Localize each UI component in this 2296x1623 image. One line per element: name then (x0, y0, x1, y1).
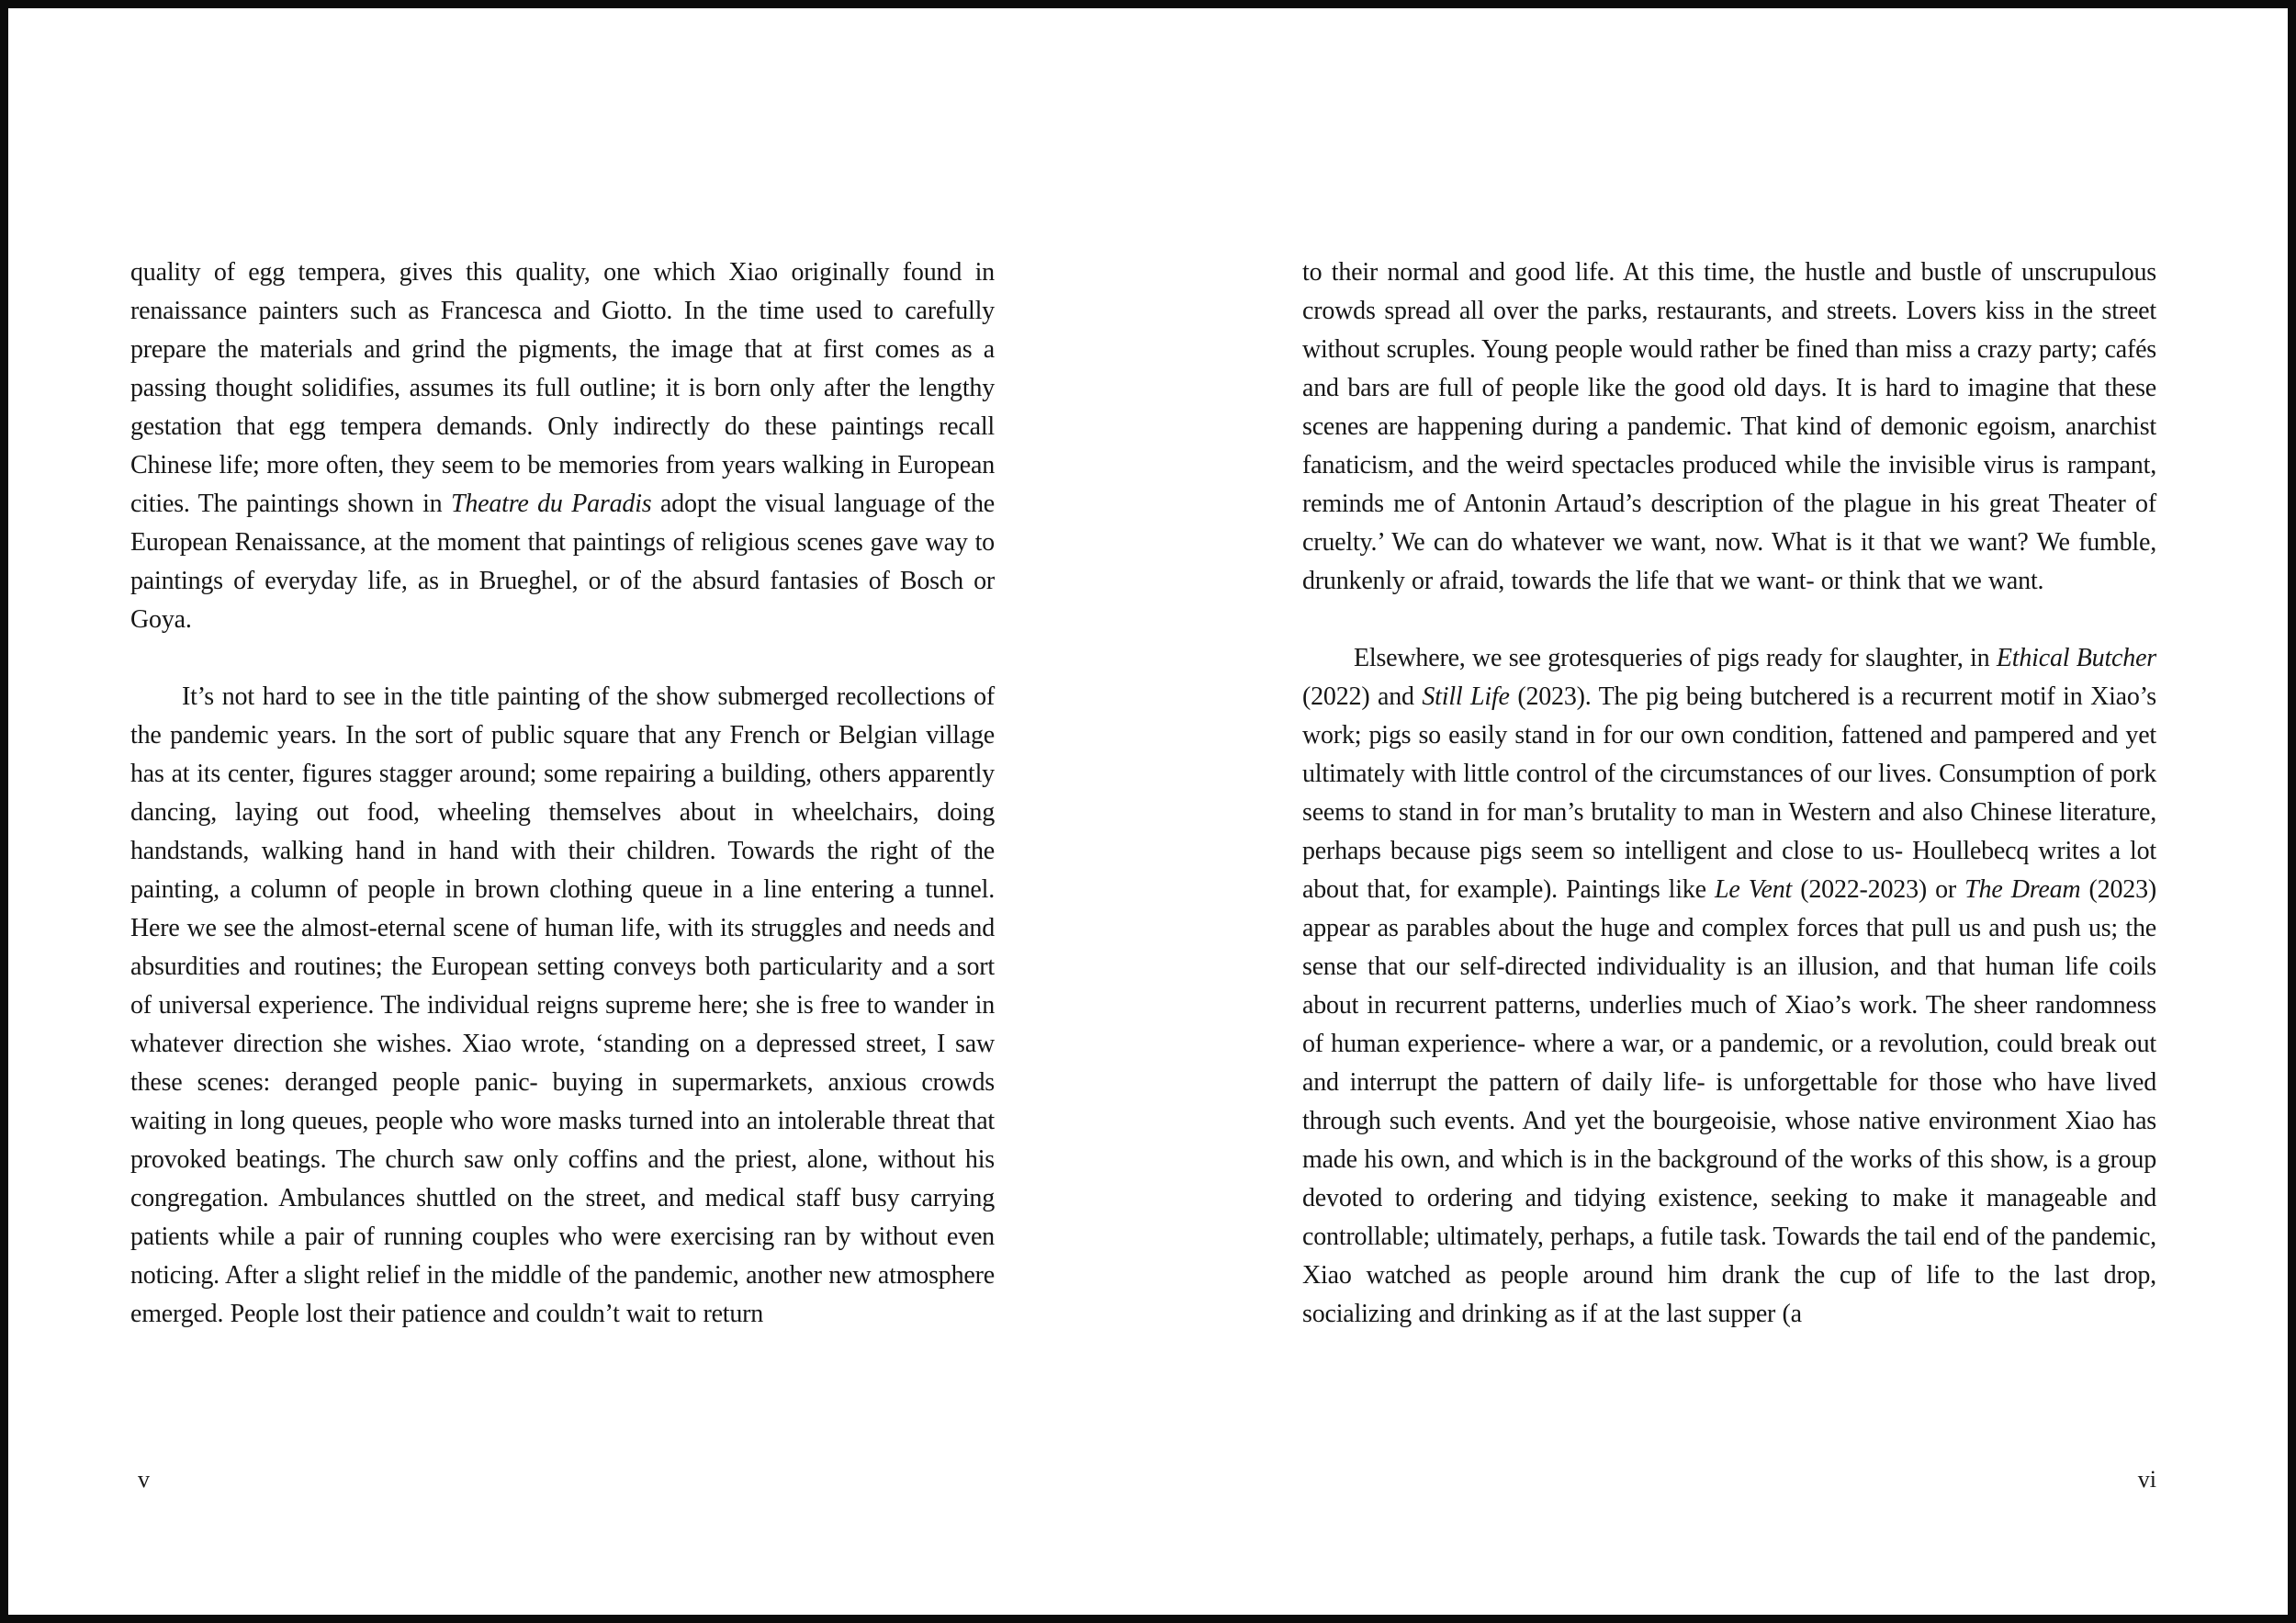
italic-title: Still Life (1422, 682, 1510, 711)
paragraph (1302, 639, 2156, 1334)
paragraph (130, 254, 995, 639)
paragraph (130, 678, 995, 1334)
italic-title: Le Vent (1714, 875, 1793, 904)
body-text: to their normal and good life. At this time, the hustle and bustle of unscrupulous crowds spread all over the parks, restaurants, and streets. Lovers kiss in the street without scruples. Young people would rather be fined than miss a crazy party; cafés and bars are full of people like the good old days. It is hard to imagine that these scenes are happening during a pandemic. That kind of demonic egoism, anarchist fanaticism, and the weird spectacles produced while the invisible virus is rampant, reminds me of Antonin Artaud’s description of the plague in his great Theater of cruelty.’ We can do whatever we want, now. What is it that we want? We fumble, drunkenly or afraid, towards the life that we want- or think that we want. (1302, 258, 2156, 595)
body-text: Elsewhere, we see grotesqueries of pigs ready for slaughter, in (1354, 644, 1997, 672)
italic-title: The Dream (1964, 875, 2081, 904)
body-text: quality of egg tempera, gives this quality, one which Xiao originally found in renaissance painters such as Francesca and Giotto. In the time used to carefully prepare the materials and grind the pigments, the image that at first comes as a passing thought solidifies, assumes its full outline; it is born only after the lengthy gestation that egg tempera demands. Only indirectly do these paintings recall Chinese life; more often, they seem to be memories from years walking in European cities. The paintings shown in (130, 258, 995, 518)
page-number-left: v (138, 1466, 150, 1493)
body-text: (2022) and (1302, 682, 1423, 711)
body-text: (2023) appear as parables about the huge and complex forces that pull us and push us; the sense that our self-directed individuality is an illusion, and that human life coils about in recurrent patterns, underlies much of Xiao’s work. The sheer randomness of human experience- where a war, or a pandemic, or a revolution, could break out and interrupt the pattern of daily life- is unforgettable for those who have lived through such events. And yet the bourgeoisie, whose native environment Xiao has made his own, and which is in the background of the works of this show, is a group devoted to ordering and tidying existence, seeking to make it manageable and controllable; ultimately, perhaps, a futile task. Towards the tail end of the pandemic, Xiao watched as people around him drank the cup of life to the last drop, socializing and drinking as if at the last supper (a (1302, 875, 2156, 1328)
page-number-right: vi (2137, 1466, 2156, 1493)
italic-title: Theatre du Paradis (450, 490, 652, 518)
right-page-text (1302, 254, 2156, 1334)
paragraph (1302, 254, 2156, 601)
body-text: adopt the visual language of the European Renaissance, at the moment that paintings of religious scenes gave way to paintings of everyday life, as in Brueghel, or of the absurd fantasies of Bosch or Goya. (130, 490, 995, 634)
body-text: (2022-2023) or (1792, 875, 1965, 904)
body-text: It’s not hard to see in the title painting of the show submerged recollections of the pandemic years. In the sort of public square that any French or Belgian village has at its center, figures stagger around; some repairing a building, others apparently dancing, laying out food, wheeling themselves about in wheelchairs, doing handstands, walking hand in hand with their children. Towards the right of the painting, a column of people in brown clothing queue in a line entering a tunnel. Here we see the almost-eternal scene of human life, with its struggles and needs and absurdities and routines; the European setting conveys both particularity and a sort of universal experience. The individual reigns supreme here; she is free to wander in whatever direction she wishes. Xiao wrote, ‘standing on a depressed street, I saw these scenes: deranged people panic- buying in supermarkets, anxious crowds waiting in long queues, people who wore masks turned into an intolerable threat that provoked beatings. The church saw only coffins and the priest, alone, without his congregation. Ambulances shuttled on the street, and medical staff busy carrying patients while a pair of running couples who were exercising ran by without even noticing. After a slight relief in the middle of the pandemic, another new atmosphere emerged. People lost their patience and couldn’t wait to return (130, 682, 995, 1328)
italic-title: Ethical Butcher (1996, 644, 2156, 672)
left-page-text (130, 254, 995, 1334)
body-text: (2023). The pig being butchered is a recurrent motif in Xiao’s work; pigs so easily stand in for our own condition, fattened and pampered and yet ultimately with little control of the circumstances of our lives. Consumption of pork seems to stand in for man’s brutality to man in Western and also Chinese literature, perhaps because pigs seem so intelligent and close to us- Houllebecq writes a lot about that, for example). Paintings like (1302, 682, 2156, 904)
